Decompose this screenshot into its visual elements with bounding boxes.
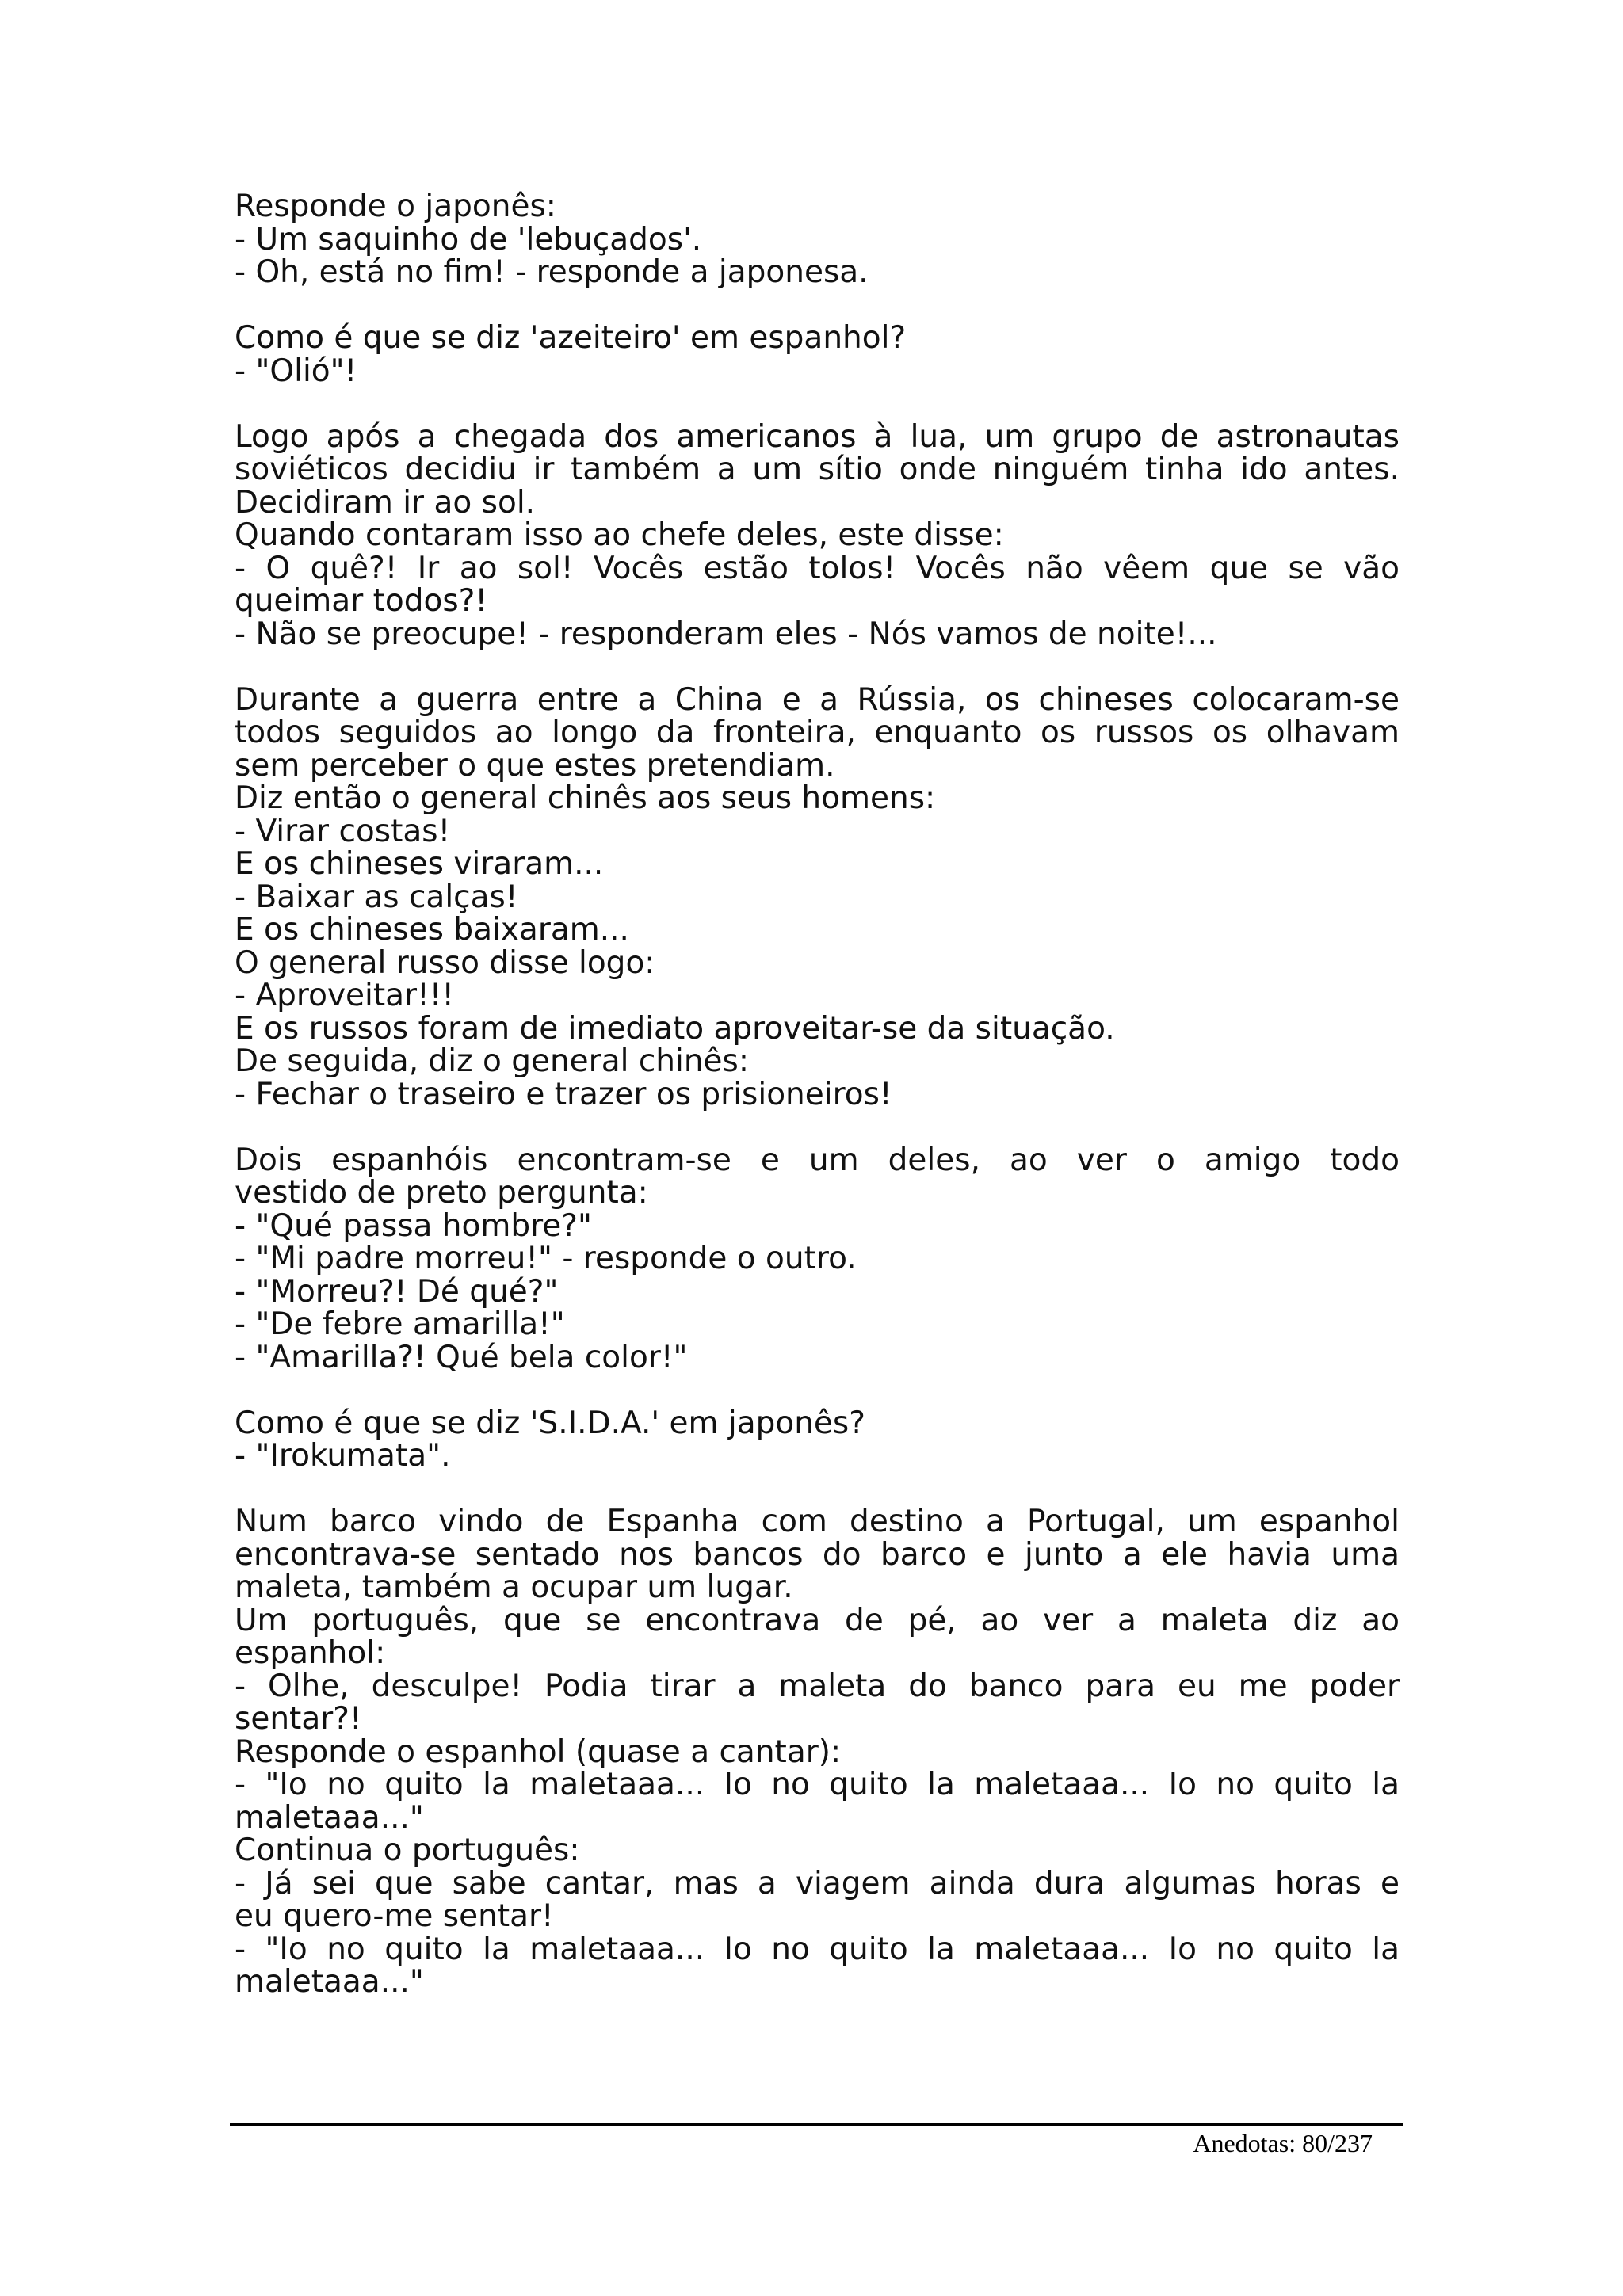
text-line: Quando contaram isso ao chefe deles, este disse: bbox=[235, 517, 1004, 553]
text-line: E os chineses viraram... bbox=[235, 846, 604, 882]
paragraph bbox=[235, 418, 1400, 652]
paragraph bbox=[235, 1407, 1400, 1473]
text-line: - Oh, está no fim! - responde a japonesa. bbox=[235, 254, 869, 290]
text-line: - "Io no quito la maletaaa... Io no quito la maletaaa... Io no quito la bbox=[235, 1767, 1400, 1802]
paragraph bbox=[235, 1505, 1400, 1999]
text-line: espanhol: bbox=[235, 1635, 386, 1671]
text-line: - Virar costas! bbox=[235, 813, 451, 849]
text-line: Logo após a chegada dos americanos à lua, um grupo de astronautas bbox=[235, 418, 1400, 455]
text-line: todos seguidos ao longo da fronteira, enquanto os russos os olhavam bbox=[235, 715, 1400, 750]
text-line: maletaaa..." bbox=[235, 1799, 424, 1836]
text-line: soviéticos decidiu ir também a um sítio onde ninguém tinha ido antes. bbox=[235, 452, 1400, 487]
text-line: - "Qué passa hombre?" bbox=[235, 1207, 592, 1244]
text-line: Responde o espanhol (quase a cantar): bbox=[235, 1733, 842, 1770]
text-line: encontrava-se sentado nos bancos do barco e junto a ele havia uma bbox=[235, 1536, 1400, 1573]
text-line: De seguida, diz o general chinês: bbox=[235, 1043, 750, 1079]
text-line: Como é que se diz 'azeiteiro' em espanhol? bbox=[235, 320, 907, 356]
text-line: - "Io no quito la maletaaa... Io no quito la maletaaa... Io no quito la bbox=[235, 1931, 1400, 1967]
text-line: - Um saquinho de 'lebuçados'. bbox=[235, 221, 702, 257]
text-line: vestido de preto pergunta: bbox=[235, 1175, 648, 1211]
text-line: - Aproveitar!!! bbox=[235, 978, 454, 1013]
text-line: Decidiram ir ao sol. bbox=[235, 484, 536, 521]
text-line: Responde o japonês: bbox=[235, 189, 556, 224]
text-line: Um português, que se encontrava de pé, ao ver a maleta diz ao bbox=[235, 1602, 1400, 1638]
text-line: - "De febre amarilla!" bbox=[235, 1306, 565, 1342]
text-line: Num barco vindo de Espanha com destino a Portugal, um espanhol bbox=[235, 1504, 1400, 1539]
text-line: eu quero-me sentar! bbox=[235, 1898, 554, 1934]
text-line: E os chineses baixaram... bbox=[235, 912, 629, 948]
text-line: - Olhe, desculpe! Podia tirar a maleta do banco para eu me poder bbox=[235, 1668, 1400, 1704]
text-line: Dois espanhóis encontram-se e um deles, ao ver o amigo todo bbox=[235, 1142, 1400, 1178]
paragraph bbox=[235, 322, 1400, 387]
text-line: O general russo disse logo: bbox=[235, 944, 655, 981]
footer-rule bbox=[230, 2123, 1403, 2126]
document-body bbox=[235, 190, 1400, 2031]
text-line: queimar todos?! bbox=[235, 583, 488, 619]
text-line: Diz então o general chinês aos seus homens: bbox=[235, 780, 936, 816]
text-line: - Não se preocupe! - responderam eles - Nós vamos de noite!... bbox=[235, 616, 1217, 652]
text-line: - "Mi padre morreu!" - responde o outro. bbox=[235, 1241, 857, 1276]
text-line: sentar?! bbox=[235, 1701, 362, 1737]
text-line: Durante a guerra entre a China e a Rússia, os chineses colocaram-se bbox=[235, 681, 1400, 718]
text-line: - Fechar o traseiro e trazer os prisioneiros! bbox=[235, 1076, 892, 1112]
text-line: sem perceber o que estes pretendiam. bbox=[235, 747, 835, 784]
text-line: Como é que se diz 'S.I.D.A.' em japonês? bbox=[235, 1405, 865, 1441]
page-number: Anedotas: 80/237 bbox=[1193, 2129, 1373, 2157]
text-line: - O quê?! Ir ao sol! Vocês estão tolos! Vocês não vêem que se vão bbox=[235, 550, 1400, 586]
text-line: E os russos foram de imediato aproveitar-se da situação. bbox=[235, 1010, 1115, 1047]
paragraph bbox=[235, 1144, 1400, 1375]
text-line: - "Olió"! bbox=[235, 353, 357, 389]
text-line: maletaaa..." bbox=[235, 1964, 424, 2000]
text-line: - "Morreu?! Dé qué?" bbox=[235, 1273, 559, 1310]
text-line: - Baixar as calças! bbox=[235, 879, 518, 915]
text-line: - "Amarilla?! Qué bela color!" bbox=[235, 1339, 688, 1375]
text-line: maleta, também a ocupar um lugar. bbox=[235, 1569, 793, 1605]
text-line: - "Irokumata". bbox=[235, 1438, 451, 1474]
paragraph bbox=[235, 190, 1400, 289]
text-line: Continua o português: bbox=[235, 1833, 580, 1868]
paragraph bbox=[235, 681, 1400, 1112]
text-line: - Já sei que sabe cantar, mas a viagem ainda dura algumas horas e bbox=[235, 1865, 1400, 1901]
